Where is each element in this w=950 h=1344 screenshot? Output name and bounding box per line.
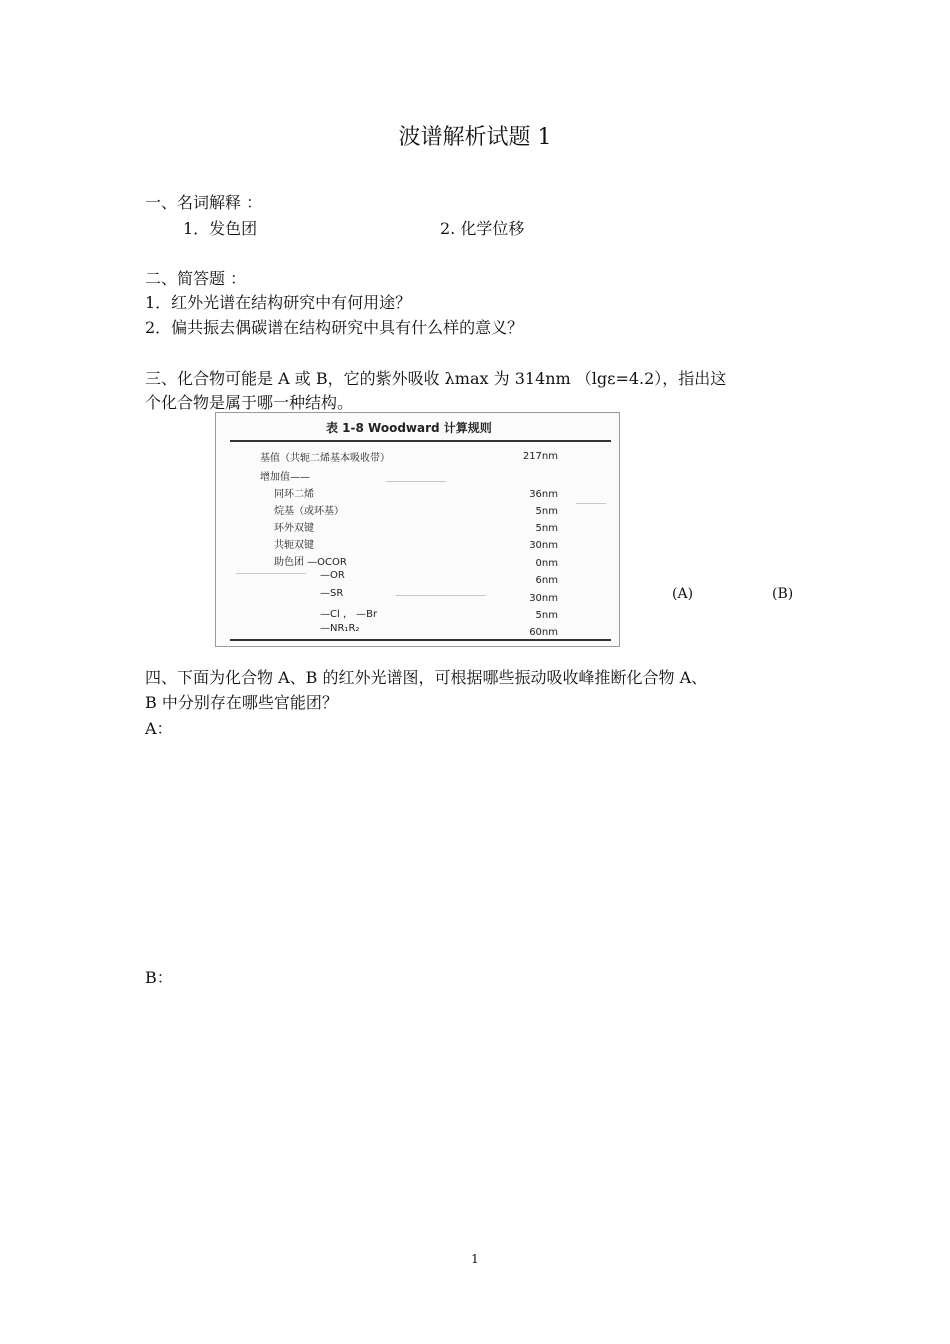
term-item-2: 2. 化学位移 <box>440 219 525 238</box>
question-2: 2．偏共振去偶碳谱在结构研究中具有什么样的意义？ <box>145 318 524 337</box>
structure-label-b: (B) <box>772 586 794 602</box>
table-bottom-rule <box>230 639 611 641</box>
page-title: 波谱解析试题 1 <box>398 125 552 150</box>
section4-line-2: B 中分别存在哪些官能团？ <box>145 693 338 712</box>
table-row-value: 5nm <box>535 610 558 621</box>
table-row-label: 环外双键 <box>274 523 314 534</box>
spectrum-label-a: A： <box>145 719 173 738</box>
table-row-label: 增加值—— <box>260 472 310 483</box>
table-row-value: 217nm <box>522 451 558 462</box>
table-row-value: 6nm <box>535 575 558 586</box>
scan-noise <box>396 595 486 596</box>
structure-label-a: (A) <box>672 586 694 602</box>
section3-line-1: 三、化合物可能是 A 或 B，它的紫外吸收 λmax 为 314nm （lgε=4.2），指出这 <box>145 369 727 388</box>
table-row-value: 36nm <box>529 489 558 500</box>
section2-heading: 二、简答题 ： <box>145 269 247 288</box>
table-row-label: 同环二烯 <box>274 489 314 500</box>
spectrum-label-b: B： <box>145 968 173 987</box>
term-item-1: 1．发色团 <box>183 219 258 238</box>
question-1: 1．红外光谱在结构研究中有何用途？ <box>145 293 412 312</box>
table-row-value: 0nm <box>535 558 558 569</box>
table-row-value: 30nm <box>529 593 558 604</box>
table-top-rule <box>230 440 611 442</box>
scan-noise <box>386 481 446 482</box>
table-row-label: —OR <box>320 570 345 581</box>
table-row-label: —Cl ， —Br <box>320 609 378 620</box>
page-number: 1 <box>471 1252 479 1266</box>
table-row-label: —SR <box>320 588 344 599</box>
table-row-value: 30nm <box>529 540 558 551</box>
scan-noise <box>236 573 306 574</box>
table-row-value: 60nm <box>529 627 558 638</box>
section1-heading: 一、名词解释 ： <box>145 193 263 212</box>
table-row-value: 5nm <box>535 506 558 517</box>
section4-line-1: 四、下面为化合物 A、B 的红外光谱图，可根据哪些振动吸收峰推断化合物 A、 <box>145 668 708 687</box>
table-title: 表 1-8 Woodward 计算规则 <box>326 421 492 435</box>
section3-line-2: 个化合物是属于哪一种结构。 <box>145 393 354 412</box>
table-row-value: 5nm <box>535 523 558 534</box>
scan-noise <box>576 503 606 504</box>
table-row-label: 助色团 —OCOR <box>274 557 347 568</box>
woodward-rules-table <box>215 412 620 647</box>
table-row-label: 烷基（或环基） <box>274 506 344 517</box>
table-row-label: —NR₁R₂ <box>320 623 360 634</box>
table-row-label: 共轭双键 <box>274 540 314 551</box>
table-row-label: 基值（共轭二烯基本吸收带） <box>260 453 390 464</box>
